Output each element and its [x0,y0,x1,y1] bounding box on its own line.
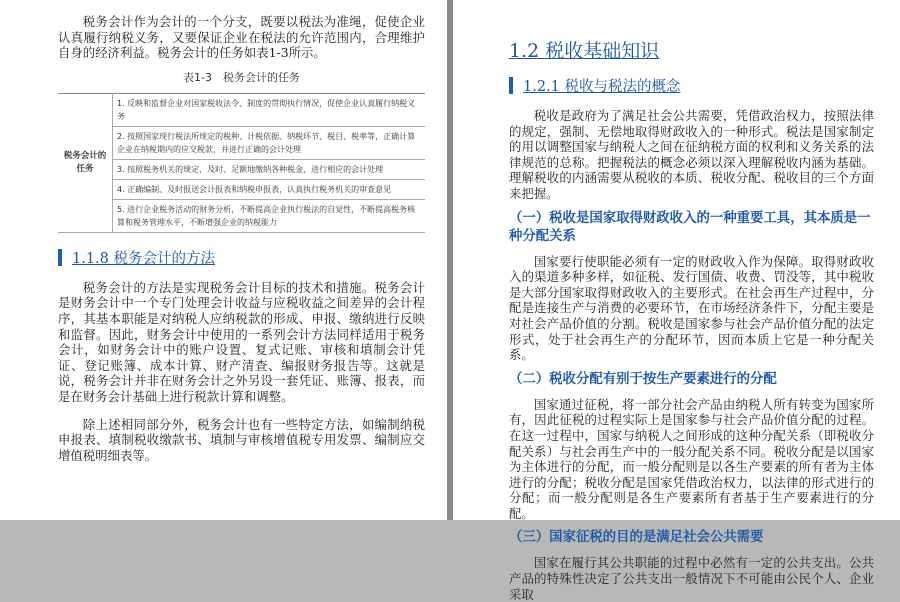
subsection-heading: （三）国家征税的目的是满足社会公共需要 [509,530,764,546]
table-cell: 3. 按照税务机关的规定，及时、足额地缴纳各种税金，进行相应的会计处理 [113,159,426,179]
body-paragraph: 税务会计的方法是实现税务会计目标的技术和措施。税务会计是财务会计中一个专门处理会计收益与应税收益之间差异的会计程序，其基本职能是对纳税人应纳税款的形成、申报、缴纳进行反映和监督。因此，财务会计中使用的一系列会计方法同样适用于税务会计，如财务会计中的账户设置、复式记账、审核和填制会计凭证、登记账簿、成本计算、财产清查、编报财务报告等。这就是说，税务会计并非在财务会计之外另设一套凭证、账簿、报表，而是在财务会计基础上进行税款计算和调整。 [58,279,425,404]
chapter-title: 1.2 税收基础知识 [509,40,660,62]
table-cell: 2. 按照国家现行税法所规定的税种、计税依据、纳税环节、税目、税率等，正确计算企业在纳税期内的应交税款，并进行正确的会计处理 [113,126,426,159]
body-paragraph: 国家通过征税，将一部分社会产品由纳税人所有转变为国家所有，因此征税的过程实际上是国家参与社会产品价值分配的过程。在这一过程中，国家与纳税人之间形成的这种分配关系（即税收分配关系）与社会再生产中的一般分配关系不同。税收分配是以国家为主体进行的分配，而一般分配则是以各生产要素的所有者为主体进行的分配；税收分配是国家凭借政治权力，以法律的形式进行的分配；而一般分配则是各生产要素所有者基于生产要素进行的分配。 [509,396,874,521]
table-row [58,93,425,126]
table-row [58,179,425,199]
body-paragraph: 国家在履行其公共职能的过程中必然有一定的公共支出。公共产品的特殊性决定了公共支出一般情况下不可能由公民个人、企业采取 [509,555,874,602]
left-page [0,0,447,520]
body-paragraph: 国家要行使职能必须有一定的财政收入作为保障。取得财政收入的渠道多种多样，如征税、发行国债、收费、罚没等，其中税收是大部分国家取得财政收入的主要形式。在社会再生产过程中，分配是连接生产与消费的必要环节，在市场经济条件下，分配主要是对社会产品价值的分割。税收是国家参与社会产品价值分配的法定形式，处于社会再生产的分配环节，因而本质上它是一种分配关系。 [509,253,874,363]
intro-paragraph: 税务会计作为会计的一个分支，既要以税法为准绳，促使企业认真履行纳税义务，又要保证企业在税法的允许范围内，合理维护自身的经济利益。税务会计的任务如表1-3所示。 [58,14,425,61]
body-paragraph: 税收是政府为了满足社会公共需要，凭借政治权力，按照法律的规定，强制、无偿地取得财政收入的一种形式。税法是国家制定的用以调整国家与纳税人之间在征纳税方面的权利和义务关系的法律规范的总称。把握税法的概念必须以深入理解税收内涵为基础。理解税收的内涵需要从税收的本质、税收分配、税收目的三个方面来把握。 [509,108,874,201]
subsection-heading: （一）税收是国家取得财政收入的一种重要工具，其本质是一种分配关系 [509,210,871,244]
table-cell: 1. 反映和监督企业对国家税收法令、制度的贯彻执行情况，促使企业认真履行纳税义务 [113,93,426,126]
table-row [58,199,425,232]
heading-bar [58,249,62,266]
table-row [58,126,425,159]
right-page [453,0,900,602]
table-caption: 表1-3 税务会计的任务 [183,70,300,84]
subsection-heading: （二）税收分配有别于按生产要素进行的分配 [509,371,777,387]
table-cell: 5. 进行企业税务活动的财务分析，不断提高企业执行税法的自觉性，不断提高税务核算和税务管理水平，不断增强企业的纳税能力 [113,199,426,232]
section-heading [58,247,425,268]
section-heading [509,75,874,96]
table-cell: 4. 正确编制、及时报送会计报表和纳税申报表，认真执行税务机关的审查意见 [113,179,426,199]
section-title: 1.1.8 税务会计的方法 [72,250,216,267]
table-row [58,159,425,179]
tax-accounting-tasks-table [58,93,425,233]
heading-bar [509,77,513,94]
body-paragraph: 除上述相同部分外，税务会计也有一些特定方法，如编制纳税申报表、填制税收缴款书、填制与审核增值税专用发票、编制应交增值税明细表等。 [58,416,425,463]
table-row-header: 税务会计的任务 [58,93,113,232]
section-title: 1.2.1 税收与税法的概念 [523,79,681,95]
